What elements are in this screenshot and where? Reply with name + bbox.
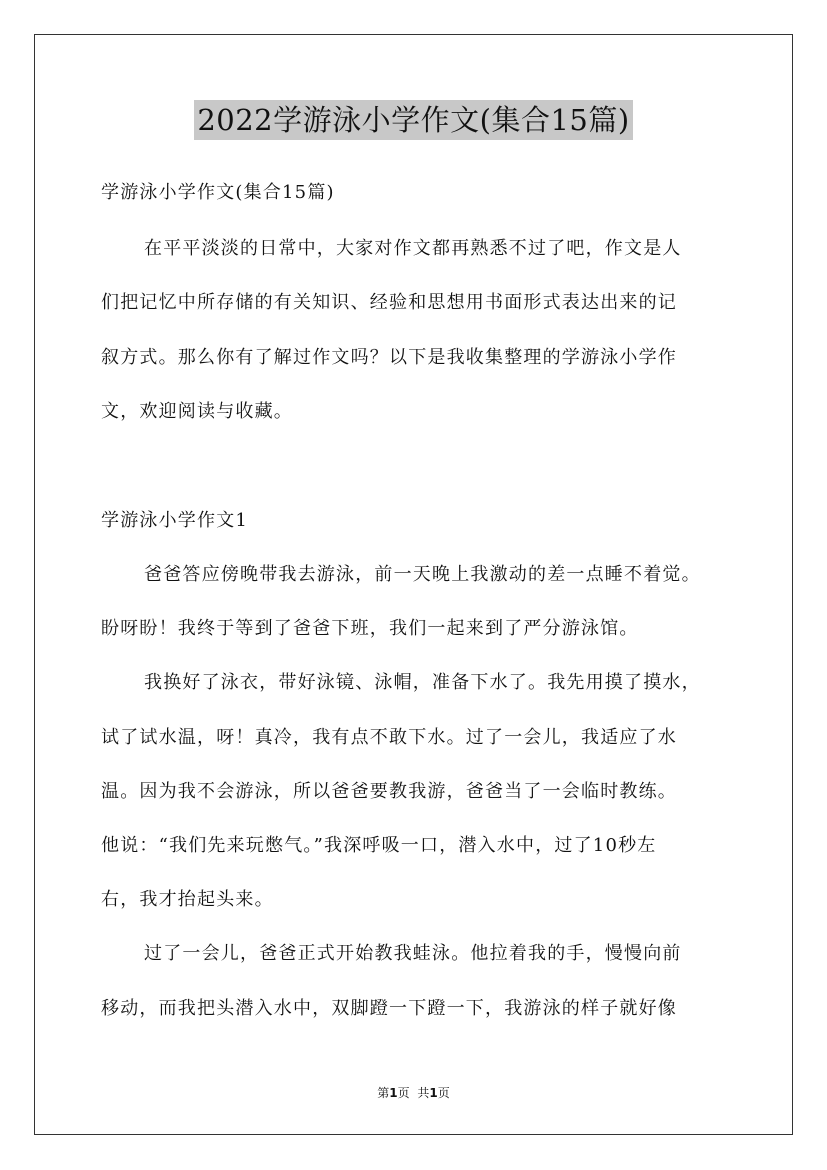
- total-pages: 1: [429, 1086, 438, 1100]
- intro-line: 文，欢迎阅读与收藏。: [101, 401, 293, 422]
- intro-line: 叙方式。那么你有了解过作文吗？以下是我收集整理的学游泳小学作: [101, 347, 677, 368]
- page-prefix: 第: [377, 1086, 390, 1100]
- paragraph-line: 我换好了泳衣，带好泳镜、泳帽，准备下水了。我先用摸了摸水，: [144, 672, 701, 693]
- page-suffix: 页: [397, 1086, 410, 1100]
- intro-line: 在平平淡淡的日常中，大家对作文都再熟悉不过了吧，作文是人: [144, 238, 682, 259]
- paragraph-line: 移动，而我把头潜入水中，双脚蹬一下蹬一下，我游泳的样子就好像: [101, 998, 677, 1019]
- paragraph-line: 盼呀盼！我终于等到了爸爸下班，我们一起来到了严分游泳馆。: [101, 618, 639, 639]
- paragraph-line: 过了一会儿，爸爸正式开始教我蛙泳。他拉着我的手，慢慢向前: [144, 943, 682, 964]
- paragraph-line: 右，我才抬起头来。: [101, 889, 274, 910]
- page-number: 1: [389, 1086, 398, 1100]
- paragraph-line: 爸爸答应傍晚带我去游泳，前一天晚上我激动的差一点睡不着觉。: [144, 564, 701, 585]
- total-suffix: 页: [437, 1086, 450, 1100]
- paragraph-line: 温。因为我不会游泳，所以爸爸要教我游，爸爸当了一会临时教练。: [101, 781, 677, 802]
- intro-line: 们把记忆中所存储的有关知识、经验和思想用书面形式表达出来的记: [101, 292, 677, 313]
- paragraph-line: 他说：“我们先来玩憋气。”我深呼吸一口，潜入水中，过了10秒左: [101, 835, 657, 856]
- title-container: [0, 100, 827, 140]
- subtitle: 学游泳小学作文(集合15篇): [101, 182, 335, 203]
- total-prefix: 共: [417, 1086, 430, 1100]
- document-title: 2022学游泳小学作文(集合15篇): [194, 100, 632, 140]
- page-footer: [0, 1084, 827, 1101]
- section-heading: 学游泳小学作文1: [101, 510, 249, 531]
- paragraph-line: 试了试水温，呀！真冷，我有点不敢下水。过了一会儿，我适应了水: [101, 727, 677, 748]
